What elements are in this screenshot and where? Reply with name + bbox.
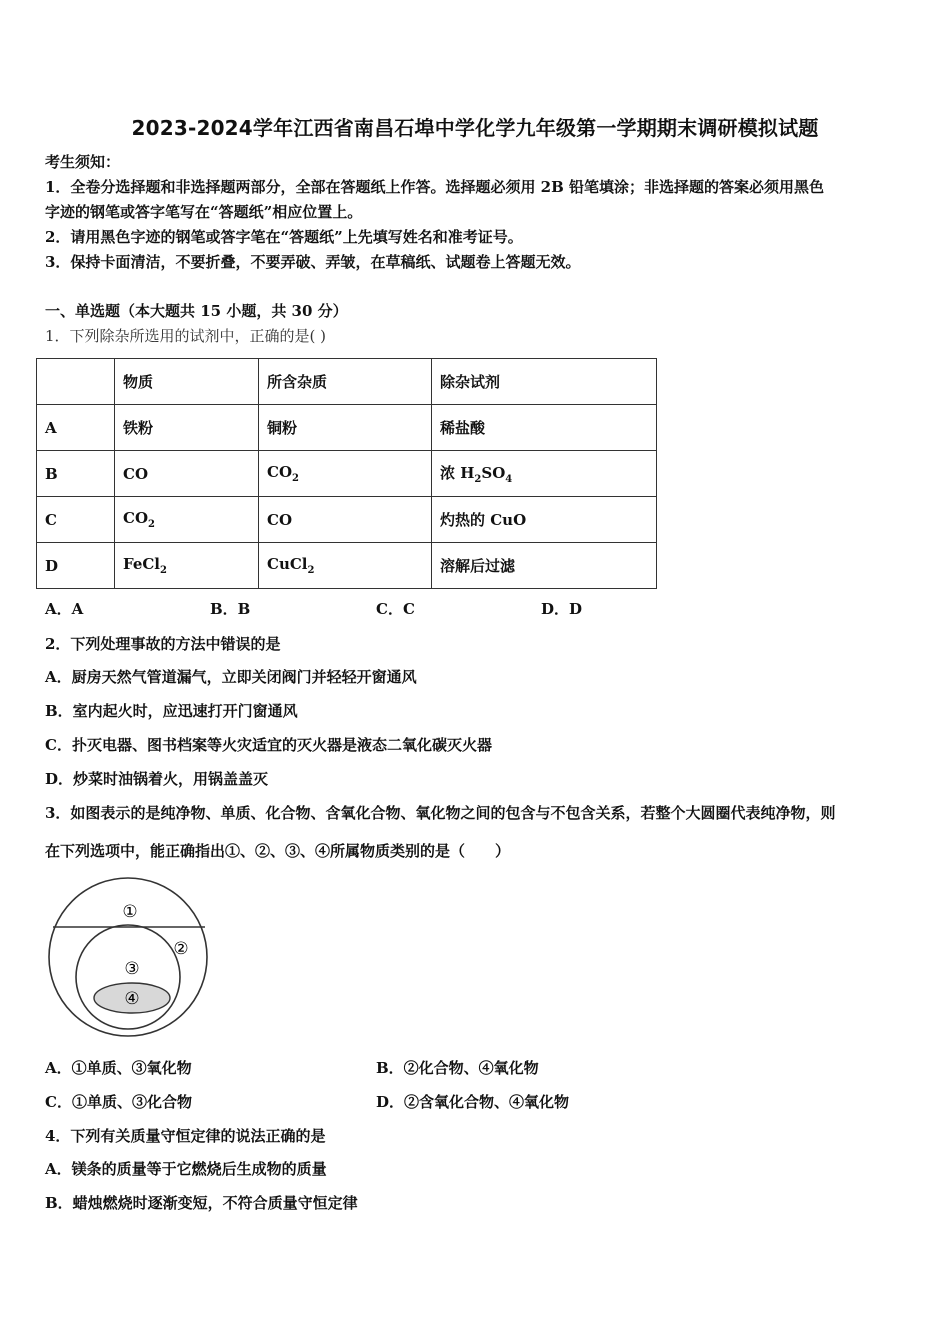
substance-cell <box>115 497 259 543</box>
impurity-cell: CO <box>259 497 432 543</box>
q1-option-b: B．B <box>210 600 251 618</box>
inclusion-diagram <box>44 875 214 1040</box>
q3-stem-line2: 在下列选项中，能正确指出①、②、③、④所属物质类别的是（ ） <box>45 842 511 860</box>
table-row <box>37 497 657 543</box>
q1-option-a: A．A <box>45 600 84 618</box>
q2-option-b: B．室内起火时，应迅速打开门窗通风 <box>45 702 298 720</box>
table-header-cell: 除杂试剂 <box>432 359 657 405</box>
q2-option-c: C．扑灭电器、图书档案等火灾适宜的灭火器是液态二氧化碳灭火器 <box>45 736 492 754</box>
q1-option-d: D．D <box>541 600 583 618</box>
circle-label-1: ① <box>122 902 138 922</box>
substance-cell: 铁粉 <box>115 405 259 451</box>
circle-label-3: ③ <box>124 959 140 979</box>
reagent-cell <box>432 451 657 497</box>
q3-option-a: A．①单质、③氧化物 <box>45 1059 192 1077</box>
q3-stem-line1: 3．如图表示的是纯净物、单质、化合物、含氧化合物、氧化物之间的包含与不包含关系，若整个大圆圈代表纯净物，则 <box>45 804 836 822</box>
reagent-cell: 溶解后过滤 <box>432 543 657 589</box>
q4-stem: 4．下列有关质量守恒定律的说法正确的是 <box>45 1127 326 1145</box>
row-label: C <box>37 497 115 543</box>
q2-option-a: A．厨房天然气管道漏气，立即关闭阀门并轻轻开窗通风 <box>45 668 417 686</box>
impurity-cell <box>259 451 432 497</box>
notice-heading: 考生须知： <box>45 153 121 171</box>
formula-text: 浓 H <box>440 464 475 482</box>
row-label: A <box>37 405 115 451</box>
circle-label-4: ④ <box>124 989 140 1009</box>
circle-label-2: ② <box>173 939 189 959</box>
formula-subscript: 2 <box>292 473 299 484</box>
q3-option-d: D．②含氧化合物、④氧化物 <box>376 1093 570 1111</box>
formula-subscript: 2 <box>160 565 167 576</box>
row-label: D <box>37 543 115 589</box>
formula-subscript: 2 <box>307 565 315 576</box>
q1-table <box>36 358 657 589</box>
impurity-cell: 铜粉 <box>259 405 432 451</box>
formula-subscript: 2 <box>148 519 155 530</box>
impurity-cell <box>259 543 432 589</box>
table-row <box>37 451 657 497</box>
page-title: 2023-2024学年江西省南昌石埠中学化学九年级第一学期期末调研模拟试题 <box>131 116 819 140</box>
q4-option-b: B．蜡烛燃烧时逐渐变短，不符合质量守恒定律 <box>45 1194 358 1212</box>
table-row <box>37 543 657 589</box>
table-header-cell: 所含杂质 <box>259 359 432 405</box>
q2-option-d: D．炒菜时油锅着火，用锅盖盖灭 <box>45 770 269 788</box>
formula-text: CO <box>267 463 293 481</box>
table-row <box>37 405 657 451</box>
formula-text: FeCl <box>123 555 161 573</box>
notice-line-1b: 字迹的钢笔或答字笔写在“答题纸”相应位置上。 <box>45 203 363 221</box>
reagent-cell: 灼热的 CuO <box>432 497 657 543</box>
section-heading: 一、单选题（本大题共 15 小题，共 30 分） <box>45 302 348 320</box>
formula-text: CO <box>123 509 149 527</box>
formula-text: CuCl <box>267 555 308 573</box>
table-header-row <box>37 359 657 405</box>
formula-text: SO <box>481 464 506 482</box>
notice-line-1a: 1．全卷分选择题和非选择题两部分，全部在答题纸上作答。选择题必须用 2B 铅笔填涂；非选择题的答案必须用黑色 <box>45 178 825 196</box>
q4-option-a: A．镁条的质量等于它燃烧后生成物的质量 <box>45 1160 327 1178</box>
substance-cell <box>115 543 259 589</box>
notice-line-3: 3．保持卡面清洁，不要折叠，不要弄破、弄皱，在草稿纸、试题卷上答题无效。 <box>45 253 581 271</box>
table-header-cell <box>37 359 115 405</box>
row-label: B <box>37 451 115 497</box>
reagent-cell: 稀盐酸 <box>432 405 657 451</box>
q3-option-c: C．①单质、③化合物 <box>45 1093 192 1111</box>
q2-stem: 2．下列处理事故的方法中错误的是 <box>45 635 281 653</box>
formula-subscript: 4 <box>505 474 513 485</box>
notice-line-2: 2．请用黑色字迹的钢笔或答字笔在“答题纸”上先填写姓名和准考证号。 <box>45 228 523 246</box>
table-header-cell: 物质 <box>115 359 259 405</box>
formula-subscript: 2 <box>474 474 482 485</box>
substance-cell: CO <box>115 451 259 497</box>
q3-option-b: B．②化合物、④氧化物 <box>376 1059 539 1077</box>
q1-stem: 1．下列除杂所选用的试剂中，正确的是( ) <box>45 327 327 345</box>
q1-option-c: C．C <box>376 600 415 618</box>
